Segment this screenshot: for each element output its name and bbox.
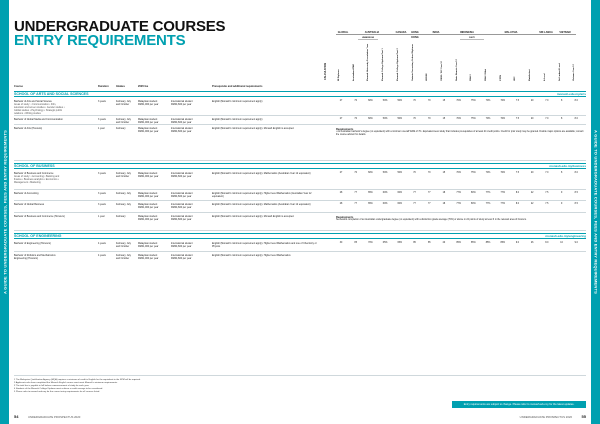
score-cell: 70 bbox=[427, 172, 431, 174]
score-cell: 15 bbox=[442, 172, 446, 174]
score-cell: 15 bbox=[442, 118, 446, 120]
country-group-header: GLOBAL bbox=[337, 31, 349, 34]
course-intakes: February, July and October bbox=[116, 100, 131, 106]
country-group-header: SRI LANKA bbox=[539, 31, 553, 34]
score-cell: 77% bbox=[456, 192, 461, 194]
section-title: SCHOOL OF ENGINEERING bbox=[14, 234, 62, 238]
score-cell: 70 bbox=[354, 100, 357, 102]
qualification-column-header: Sri Lanka A Level bbox=[558, 62, 561, 81]
side-tab-label: A GUIDE TO UNDERGRADUATE COURSES, FEES AND ENTRY REQUIREMENTS bbox=[593, 130, 598, 294]
score-values bbox=[336, 100, 586, 104]
country-group-header: VIETNAM bbox=[554, 30, 576, 35]
footnote-item: 3 The total fee is payable in full before commencement of study for each year. bbox=[14, 385, 90, 387]
calculation-label: CALCULATION bbox=[324, 62, 327, 80]
qualification-column-header: STPM bbox=[499, 74, 502, 81]
score-cell: 50% bbox=[382, 118, 388, 120]
course-intakes: February, July bbox=[116, 203, 131, 206]
subgroup-header: UNIBRIDGE bbox=[358, 36, 378, 40]
table-row bbox=[14, 125, 586, 161]
score-cell: 8 bbox=[560, 100, 563, 102]
header-course: Course bbox=[14, 85, 23, 88]
footer-text-left: UNDERGRADUATE PROSPECTUS 2020 bbox=[28, 415, 81, 419]
fee-international: International student RM44,600 per year bbox=[171, 254, 193, 260]
score-cell: 65% bbox=[382, 242, 388, 244]
score-cell: 30 bbox=[339, 242, 343, 244]
score-cell: 80% bbox=[471, 192, 476, 194]
fee-international: International student RM44,600 per year bbox=[171, 172, 193, 178]
qualification-column-header: Monash University Foundation Year bbox=[367, 43, 370, 81]
score-cell: 70% bbox=[485, 100, 491, 102]
fee-malaysian: Malaysian student RM41,000 per year bbox=[138, 127, 159, 133]
qualification-column-header: Vietnam Year 12 bbox=[573, 64, 576, 81]
score-cell: 20 bbox=[530, 172, 534, 174]
footnote-item: 4 Students of the Monash College Diploma must achieve a credit average to be considered. bbox=[14, 388, 103, 390]
prerequisite-text: English (Monash's minimum requirement apply). Monash English is accepted. bbox=[212, 215, 295, 218]
course-intakes: February, July and October bbox=[116, 172, 131, 178]
table-row bbox=[14, 252, 586, 376]
score-cell: 20 bbox=[530, 118, 534, 120]
fee-international: International student RM44,600 per year bbox=[171, 100, 193, 106]
header-prereq: Prerequisite and additional requirements bbox=[212, 85, 263, 88]
page-number-right: 55 bbox=[581, 414, 586, 419]
requirements-notes: Requirements • An Australian bachelor's degree (or equivalent) with a minimum overall WAM of 70 • Equivalent-level study that includes prerequisites of at least 24 credit points. Credit for prior study may be granted. Double major options are available; consult the course advisor for details. bbox=[336, 128, 584, 136]
score-values bbox=[336, 203, 586, 207]
score-cell: 8.0 bbox=[515, 203, 520, 205]
score-cell: 70 bbox=[354, 118, 357, 120]
fee-malaysian: Malaysian student RM41,000 per year bbox=[138, 100, 159, 106]
fee-malaysian: Malaysian student RM41,000 per year bbox=[138, 203, 159, 209]
score-cell: 77% bbox=[500, 192, 506, 194]
score-cell: 70 bbox=[427, 100, 431, 102]
score-cell: 60% bbox=[382, 192, 388, 194]
qualification-column-header: Monash College Diploma Part 1 bbox=[382, 48, 385, 81]
score-cell: 70 bbox=[413, 118, 416, 120]
score-cell: 60% bbox=[397, 192, 403, 194]
table-row bbox=[14, 98, 586, 116]
table-row bbox=[14, 116, 586, 125]
score-cell: 75% bbox=[471, 100, 476, 102]
section-title: SCHOOL OF BUSINESS bbox=[14, 164, 55, 168]
score-cell: 60% bbox=[397, 203, 403, 205]
course-duration: 3 years bbox=[98, 203, 106, 206]
score-cell: 8.0 bbox=[574, 100, 578, 102]
score-cell: 9.0 bbox=[515, 242, 520, 244]
country-group-header: CANADA bbox=[395, 31, 407, 34]
score-cell: 9 bbox=[560, 203, 563, 205]
score-cell: 60% bbox=[368, 172, 373, 174]
qualification-column-header: A Level bbox=[543, 73, 546, 81]
course-duration: 4 years bbox=[98, 254, 106, 257]
score-cell: 9.0 bbox=[574, 242, 578, 244]
score-cell: 8 bbox=[560, 118, 563, 120]
course-name: Bachelor of Arts and Social Science Areas of study: • Communication • Film, television and screen studies • Gender studies • Global studies • Psychology • Strategic public relations • Writing studies bbox=[14, 100, 65, 115]
score-cell: 7.5 bbox=[515, 118, 520, 120]
course-name: Bachelor of Global Media and Communication bbox=[14, 118, 63, 121]
score-cell: 77% bbox=[456, 203, 461, 205]
qualification-column-header: Australian ATAR bbox=[352, 64, 355, 81]
score-cell: 50% bbox=[397, 118, 403, 120]
score-cell: 70% bbox=[456, 172, 461, 174]
score-cell: 50% bbox=[397, 172, 403, 174]
score-cell: 77% bbox=[500, 203, 506, 205]
document-page bbox=[14, 0, 586, 424]
fee-international: International student RM44,600 per year bbox=[171, 215, 193, 221]
score-cell: 70% bbox=[368, 242, 373, 244]
header-duration: Duration bbox=[98, 85, 109, 88]
score-cell: 7.5 bbox=[515, 100, 520, 102]
fee-malaysian: Malaysian student RM41,000 per year bbox=[138, 254, 159, 260]
score-cell: 85 bbox=[354, 242, 357, 244]
prerequisite-text: English (Monash's minimum requirement apply). Mathematics (Australian Year 12 equivalent) bbox=[212, 203, 311, 206]
score-cell: 10 bbox=[560, 242, 563, 244]
score-values bbox=[336, 192, 586, 196]
course-name: Bachelor of Robotics and Mechatronics Engineering (Honours) bbox=[14, 254, 56, 260]
prerequisite-text: English (Monash's minimum requirement apply). Higher level Mathematics and one of Chemistry or Physics bbox=[212, 242, 317, 248]
score-cell: 28 bbox=[339, 192, 343, 194]
fee-malaysian: Malaysian student RM41,000 per year bbox=[138, 192, 159, 198]
score-cell: 65% bbox=[368, 203, 373, 205]
score-cell: 8.0 bbox=[515, 192, 520, 194]
score-cell: 65% bbox=[397, 242, 403, 244]
score-cell: 15 bbox=[442, 100, 446, 102]
score-cell: 50% bbox=[382, 100, 388, 102]
course-duration: 1 year bbox=[98, 215, 105, 218]
score-cell: 50% bbox=[382, 172, 388, 174]
section-header bbox=[14, 91, 586, 97]
course-duration: 3 years bbox=[98, 192, 106, 195]
prerequisite-text: English (Monash's minimum requirement apply) bbox=[212, 100, 263, 103]
score-cell: 70% bbox=[500, 118, 506, 120]
score-cell: 77 bbox=[413, 203, 416, 205]
course-intakes: February, July and October bbox=[116, 118, 131, 124]
score-cell: 20 bbox=[442, 242, 446, 244]
score-cell: 20 bbox=[530, 100, 534, 102]
score-cell: 75% bbox=[471, 172, 476, 174]
qualification-column-header: Ontario Secondary School Diploma bbox=[411, 44, 414, 81]
qualification-column-header: State Boards Year 12 bbox=[455, 59, 458, 81]
score-cell: 65% bbox=[368, 192, 373, 194]
country-group-header: INDIA bbox=[422, 30, 450, 35]
fee-international: International student RM44,600 per year bbox=[171, 127, 193, 133]
score-cell: 7.0 bbox=[545, 100, 549, 102]
score-cell: 18 bbox=[442, 203, 446, 205]
score-cell: 27 bbox=[339, 172, 343, 174]
section-title: SCHOOL OF ARTS AND SOCIAL SCIENCES bbox=[14, 92, 89, 96]
score-cell: 26 bbox=[530, 242, 534, 244]
section-url-link[interactable]: monash.edu.my/business bbox=[549, 164, 586, 168]
qualification-column-header: IB Diploma bbox=[338, 69, 340, 81]
qualification-column-header: SMA 3 Dikti bbox=[485, 69, 488, 81]
score-values bbox=[336, 172, 586, 176]
fee-malaysian: Malaysian student RM41,000 per year bbox=[138, 242, 159, 248]
header-intakes: Intakes bbox=[116, 85, 125, 88]
footnote-item: 1 The Malaysian Qualification Agency (MQA) requires a minimum of credit in English for the equivalent to the SPM will be required. bbox=[14, 379, 141, 381]
prerequisite-text: English (Monash's minimum requirement apply). Monash English is accepted. bbox=[212, 127, 295, 130]
score-cell: 8 bbox=[560, 172, 563, 174]
country-columns-header bbox=[336, 30, 586, 84]
score-cell: 77 bbox=[354, 192, 357, 194]
course-name: Bachelor of Arts (Honours) bbox=[14, 127, 43, 130]
footnote-item: 5 Please refer to monash.edu.my for the current entry requirements for all courses listed. bbox=[14, 391, 100, 393]
score-values bbox=[336, 242, 586, 246]
side-tab-label: A GUIDE TO UNDERGRADUATE COURSES, FEES AND ENTRY REQUIREMENTS bbox=[2, 130, 7, 294]
requirements-notes: Requirements Successful completion of an Australian undergraduate degree (or equivalent) with a distinction grade average (70%) or above in 24 points of study at level 3 in the relevant area of honours. bbox=[336, 216, 527, 221]
section-header bbox=[14, 163, 586, 169]
course-name: Bachelor of Business and Commerce (Honours) bbox=[14, 215, 65, 218]
score-cell: 70% bbox=[456, 118, 461, 120]
score-cell: 9 bbox=[560, 192, 563, 194]
prerequisite-text: English (Monash's minimum requirement apply) bbox=[212, 118, 263, 121]
score-cell: 85 bbox=[427, 242, 431, 244]
page-title bbox=[14, 20, 225, 48]
score-cell: 77% bbox=[485, 192, 491, 194]
course-name: Bachelor of Global Business bbox=[14, 203, 45, 206]
course-intakes: February, July and October bbox=[116, 242, 131, 248]
score-values bbox=[336, 118, 586, 122]
country-group-header: HONG KONG bbox=[408, 30, 422, 35]
prerequisite-text: English (Monash's minimum requirement apply). Higher level Mathematics (Australian Year 12 equivalent) bbox=[212, 192, 312, 198]
course-name: Bachelor of Accounting bbox=[14, 192, 39, 195]
prerequisite-text: English (Monash's minimum requirement apply). Mathematics (Australian Year 12 equivalent) bbox=[212, 172, 311, 175]
section-url-link[interactable]: monash.edu.my/arts bbox=[556, 92, 586, 96]
score-cell: 70% bbox=[500, 172, 506, 174]
score-cell: 70 bbox=[413, 100, 416, 102]
page-number-left: 54 bbox=[14, 414, 19, 419]
score-cell: 8.5 bbox=[574, 192, 578, 194]
score-cell: 18 bbox=[442, 192, 446, 194]
score-cell: 60% bbox=[382, 203, 388, 205]
table-header bbox=[14, 84, 586, 90]
score-cell: 80% bbox=[471, 203, 476, 205]
score-cell: 70 bbox=[427, 118, 431, 120]
fee-malaysian: Malaysian student RM41,000 per year bbox=[138, 215, 159, 221]
prerequisite-text: English (Monash's minimum requirement apply). Higher level Mathematics bbox=[212, 254, 291, 257]
qualification-column-header: HKDSE bbox=[426, 73, 429, 81]
course-intakes: February bbox=[116, 127, 126, 130]
score-cell: 77 bbox=[413, 192, 416, 194]
score-cell: 85% bbox=[456, 242, 461, 244]
score-cell: 22 bbox=[530, 192, 534, 194]
course-duration: 3 years bbox=[98, 118, 106, 121]
score-cell: 28 bbox=[339, 203, 343, 205]
score-cell: 77 bbox=[427, 192, 431, 194]
qualification-column-header: Matrikulasi bbox=[529, 69, 532, 81]
score-cell: 8.0 bbox=[574, 172, 578, 174]
score-cell: 50% bbox=[397, 100, 403, 102]
score-cell: 77% bbox=[485, 203, 491, 205]
score-cell: 7.0 bbox=[545, 118, 549, 120]
side-tab-right bbox=[591, 0, 600, 424]
table-row bbox=[14, 170, 586, 190]
fee-international: International student RM44,600 per year bbox=[171, 203, 193, 209]
score-cell: 85 bbox=[413, 242, 416, 244]
score-cell: 8.0 bbox=[545, 242, 549, 244]
table-row bbox=[14, 213, 586, 231]
score-cell: 7.0 bbox=[545, 172, 549, 174]
score-cell: 60% bbox=[368, 100, 373, 102]
section-url-link[interactable]: monash.edu.my/engineering bbox=[545, 234, 586, 238]
qualification-column-header: SMA 3 bbox=[470, 74, 473, 81]
score-cell: 85% bbox=[500, 242, 506, 244]
fee-malaysian: Malaysian student RM41,000 per year bbox=[138, 172, 159, 178]
course-duration: 3 years bbox=[98, 100, 106, 103]
notice-banner: Entry requirements are subject to change. Please refer to monash.edu.my for the latest updates. bbox=[452, 401, 586, 408]
footer-text-right: UNDERGRADUATE PROSPECTUS 2020 bbox=[519, 415, 572, 419]
score-cell: 85% bbox=[485, 242, 491, 244]
course-intakes: February, July and October bbox=[116, 254, 131, 260]
title-line-2: ENTRY REQUIREMENTS bbox=[14, 32, 186, 49]
table-row bbox=[14, 240, 586, 252]
course-name: Bachelor of Engineering (Honours) bbox=[14, 242, 51, 245]
score-cell: 60% bbox=[368, 118, 373, 120]
score-cell: 27 bbox=[339, 118, 343, 120]
score-cell: 75% bbox=[471, 118, 476, 120]
table-row bbox=[14, 201, 586, 213]
section-header bbox=[14, 233, 586, 239]
score-cell: 70% bbox=[500, 100, 506, 102]
qualification-column-header: UEC bbox=[514, 76, 517, 81]
fee-malaysian: Malaysian student RM41,000 per year bbox=[138, 118, 159, 124]
score-cell: 70% bbox=[456, 100, 461, 102]
footnote-item: 2 Applicants who have completed the Monash English course must meet Monash's minimum requirements. bbox=[14, 382, 118, 384]
fee-international: International student RM44,600 per year bbox=[171, 118, 193, 124]
score-cell: 70 bbox=[354, 172, 357, 174]
course-duration: 1 year bbox=[98, 127, 105, 130]
score-cell: 27 bbox=[339, 100, 343, 102]
score-cell: 77 bbox=[427, 203, 431, 205]
header-fee: 2020 fee bbox=[138, 85, 149, 88]
subgroup-header: DIKTI bbox=[460, 36, 484, 40]
side-tab-left bbox=[0, 0, 9, 424]
title-line-1: UNDERGRADUATE COURSES bbox=[14, 18, 226, 35]
qualification-column-header: CBSE / ISC Year 12 bbox=[440, 61, 443, 81]
score-cell: 22 bbox=[530, 203, 534, 205]
country-group-header: MALAYSIA bbox=[484, 30, 538, 35]
page-footer bbox=[14, 414, 586, 420]
footnotes bbox=[14, 379, 434, 394]
score-cell: 70 bbox=[413, 172, 416, 174]
score-cell: 7.5 bbox=[515, 172, 520, 174]
score-cell: 70% bbox=[485, 172, 491, 174]
country-group-header: INDONESIA bbox=[450, 30, 484, 35]
score-cell: 7.5 bbox=[545, 203, 549, 205]
table-row bbox=[14, 190, 586, 201]
score-cell: 8.0 bbox=[574, 118, 578, 120]
course-duration: 4 years bbox=[98, 242, 106, 245]
course-intakes: February bbox=[116, 215, 126, 218]
course-intakes: February, July bbox=[116, 192, 131, 195]
country-group-header: AUSTRALIA bbox=[350, 30, 394, 35]
fee-international: International student RM44,600 per year bbox=[171, 242, 193, 248]
qualification-column-header: Monash College Diploma Part 2 bbox=[396, 48, 399, 81]
score-cell: 85% bbox=[471, 242, 476, 244]
fee-international: International student RM44,600 per year bbox=[171, 192, 193, 198]
score-cell: 70% bbox=[485, 118, 491, 120]
course-name: Bachelor of Business and Commerce Areas of study: • Accounting • Banking and finance • Business analytics • Economics • Management • Marketing bbox=[14, 172, 60, 184]
score-cell: 77 bbox=[354, 203, 357, 205]
score-cell: 8.5 bbox=[574, 203, 578, 205]
course-duration: 3 years bbox=[98, 172, 106, 175]
score-cell: 7.5 bbox=[545, 192, 549, 194]
